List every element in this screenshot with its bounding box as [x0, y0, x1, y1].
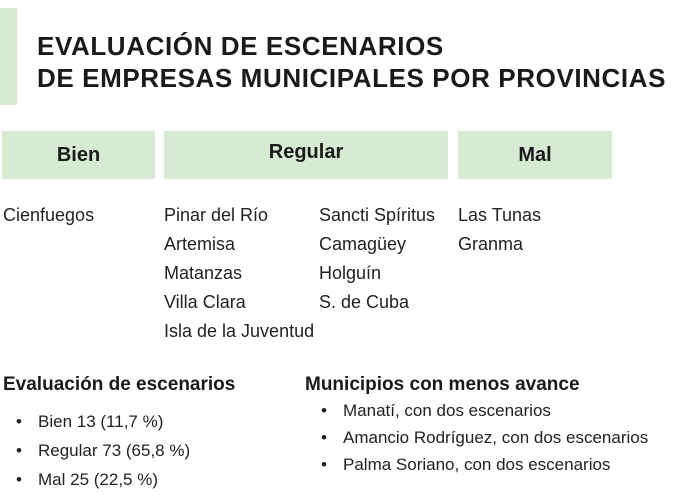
- list-item: [13, 407, 190, 436]
- province-list-regular-col1: [164, 201, 314, 346]
- list-item: [318, 451, 648, 478]
- title-accent-bar: [0, 8, 17, 105]
- title-line-2: DE EMPRESAS MUNICIPALES POR PROVINCIAS: [37, 63, 667, 93]
- province-item: Holguín: [319, 263, 382, 283]
- list-item: [318, 424, 648, 451]
- province-item: Isla de la Juventud: [164, 321, 315, 341]
- evaluation-list: [13, 407, 190, 494]
- category-header-regular: Regular: [164, 131, 448, 179]
- bullet-icon: •: [16, 412, 22, 431]
- province-list-bien: [3, 201, 94, 230]
- category-header-bien: Bien: [2, 131, 155, 179]
- bullet-icon: •: [321, 455, 327, 474]
- list-item: [13, 436, 190, 465]
- municipality-item-text: Palma Soriano, con dos escenarios: [343, 455, 611, 474]
- province-item: Sancti Spíritus: [319, 205, 436, 225]
- evaluation-section-title: Evaluación de escenarios: [3, 374, 236, 395]
- province-item: Camagüey: [319, 234, 407, 254]
- province-item: Las Tunas: [458, 205, 542, 225]
- province-item: Granma: [458, 234, 524, 254]
- bullet-icon: •: [16, 470, 22, 489]
- province-item: Artemisa: [164, 234, 236, 254]
- page-title: [37, 30, 666, 94]
- evaluation-item-text: Regular 73 (65,8 %): [38, 441, 191, 460]
- bullet-icon: •: [16, 441, 22, 460]
- province-item: Cienfuegos: [3, 205, 95, 225]
- province-list-regular-col2: [319, 201, 435, 317]
- bullet-icon: •: [321, 428, 327, 447]
- province-item: Villa Clara: [164, 292, 246, 312]
- list-item: [318, 397, 648, 424]
- province-item: Pinar del Río: [164, 205, 269, 225]
- category-header-mal: Mal: [458, 131, 612, 179]
- municipality-item-text: Manatí, con dos escenarios: [343, 401, 551, 420]
- province-item: S. de Cuba: [319, 292, 410, 312]
- evaluation-item-text: Mal 25 (22,5 %): [38, 470, 158, 489]
- province-list-mal: [458, 201, 541, 259]
- list-item: [13, 465, 190, 494]
- province-item: Matanzas: [164, 263, 243, 283]
- municipalities-list: [318, 397, 648, 478]
- municipality-item-text: Amancio Rodríguez, con dos escenarios: [343, 428, 649, 447]
- municipalities-section-title: Municipios con menos avance: [305, 374, 580, 395]
- bullet-icon: •: [321, 401, 327, 420]
- title-line-1: EVALUACIÓN DE ESCENARIOS: [37, 31, 444, 61]
- evaluation-item-text: Bien 13 (11,7 %): [38, 412, 164, 431]
